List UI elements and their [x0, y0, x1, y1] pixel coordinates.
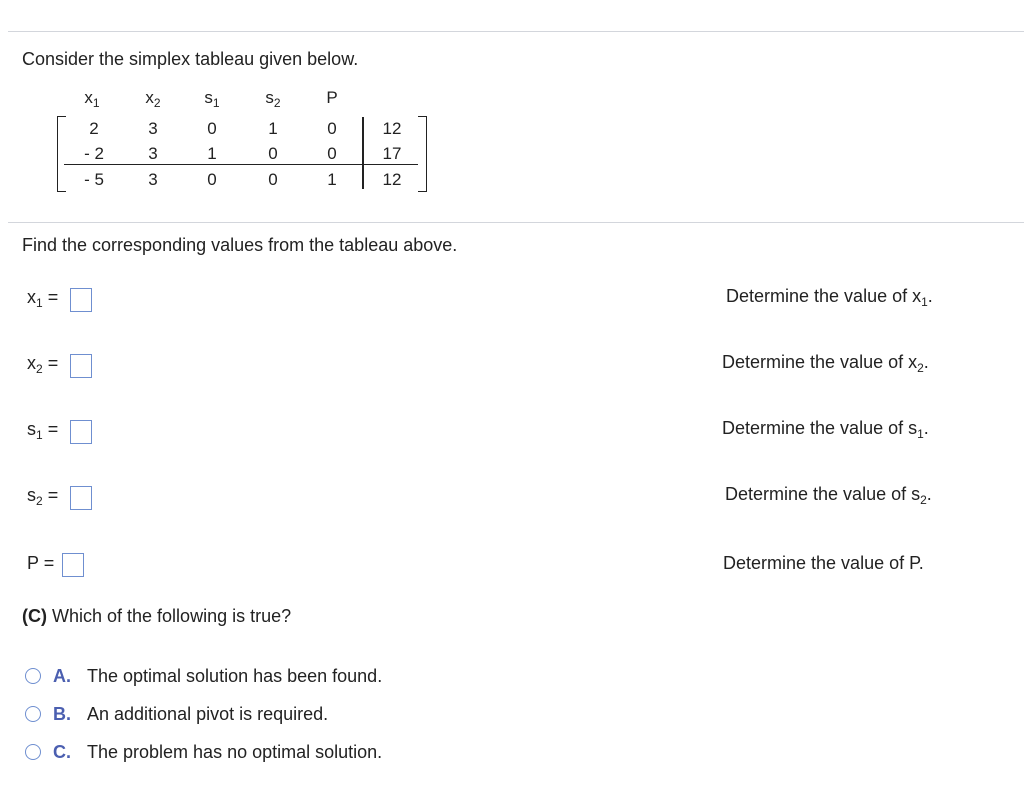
- right-bracket: [418, 116, 427, 192]
- p-answer-input[interactable]: [62, 553, 84, 577]
- answer-label: $s_2$ =: [27, 485, 59, 508]
- tableau-cell: - 2: [84, 144, 104, 163]
- answer-hint: Determine the value of $s_1$.: [722, 418, 929, 441]
- option-text: The problem has no optimal solution.: [87, 741, 383, 762]
- tableau-cell: 0: [268, 170, 278, 189]
- intro-text: Consider the simplex tableau given below.: [22, 49, 359, 69]
- radio-button[interactable]: [25, 744, 41, 760]
- option-b[interactable]: [25, 701, 328, 727]
- tableau-cell: 2: [89, 119, 99, 138]
- radio-button[interactable]: [25, 706, 41, 722]
- option-letter: A.: [53, 665, 71, 686]
- tableau-cell: 1: [207, 144, 217, 163]
- option-text: An additional pivot is required.: [87, 703, 329, 724]
- option-a[interactable]: [25, 663, 382, 689]
- top-divider: [8, 31, 1024, 32]
- answer-hint: Determine the value of $x_1$.: [726, 286, 933, 309]
- tableau-cell: 3: [148, 170, 158, 189]
- answer-label: P =: [27, 553, 55, 573]
- x1-answer-input[interactable]: [70, 288, 92, 312]
- tableau-cell: 1: [327, 170, 337, 189]
- option-letter: C.: [53, 741, 71, 762]
- option-letter: B.: [53, 703, 71, 724]
- find-prompt: Find the corresponding values from the tableau above.: [22, 235, 458, 255]
- radio-button[interactable]: [25, 668, 41, 684]
- middle-divider: [8, 222, 1024, 223]
- answer-label: $x_2$ =: [27, 353, 59, 376]
- left-bracket: [57, 116, 66, 192]
- header-s2: $s_2$: [265, 88, 281, 110]
- tableau-cell: 0: [268, 144, 278, 163]
- answer-label: $x_1$ =: [27, 287, 59, 310]
- answer-label: $s_1$ =: [27, 419, 59, 442]
- header-x2: $x_2$: [145, 88, 161, 110]
- answer-hint: Determine the value of $x_2$.: [722, 352, 929, 375]
- augment-line: [362, 117, 364, 189]
- header-p: P: [326, 88, 338, 107]
- option-text: The optimal solution has been found.: [87, 665, 383, 686]
- s2-answer-input[interactable]: [70, 486, 92, 510]
- header-x1: $x_1$: [84, 88, 100, 110]
- tableau-cell: 0: [327, 119, 337, 138]
- tableau-cell: 12: [382, 119, 402, 138]
- tableau-cell: 12: [382, 170, 402, 189]
- tableau-cell: 1: [268, 119, 278, 138]
- x2-answer-input[interactable]: [70, 354, 92, 378]
- tableau-cell: 3: [148, 144, 158, 163]
- answer-hint: Determine the value of P.: [723, 553, 924, 573]
- option-c[interactable]: [25, 739, 382, 765]
- tableau-cell: 0: [207, 119, 217, 138]
- header-s1: $s_1$: [204, 88, 220, 110]
- tableau-cell: 0: [207, 170, 217, 189]
- tableau-cell: 3: [148, 119, 158, 138]
- tableau-cell: 0: [327, 144, 337, 163]
- objective-row-line: [64, 164, 418, 165]
- s1-answer-input[interactable]: [70, 420, 92, 444]
- question-c: (C) Which of the following is true?: [22, 606, 292, 626]
- tableau-cell: - 5: [84, 170, 104, 189]
- tableau-cell: 17: [382, 144, 402, 163]
- answer-hint: Determine the value of $s_2$.: [725, 484, 932, 507]
